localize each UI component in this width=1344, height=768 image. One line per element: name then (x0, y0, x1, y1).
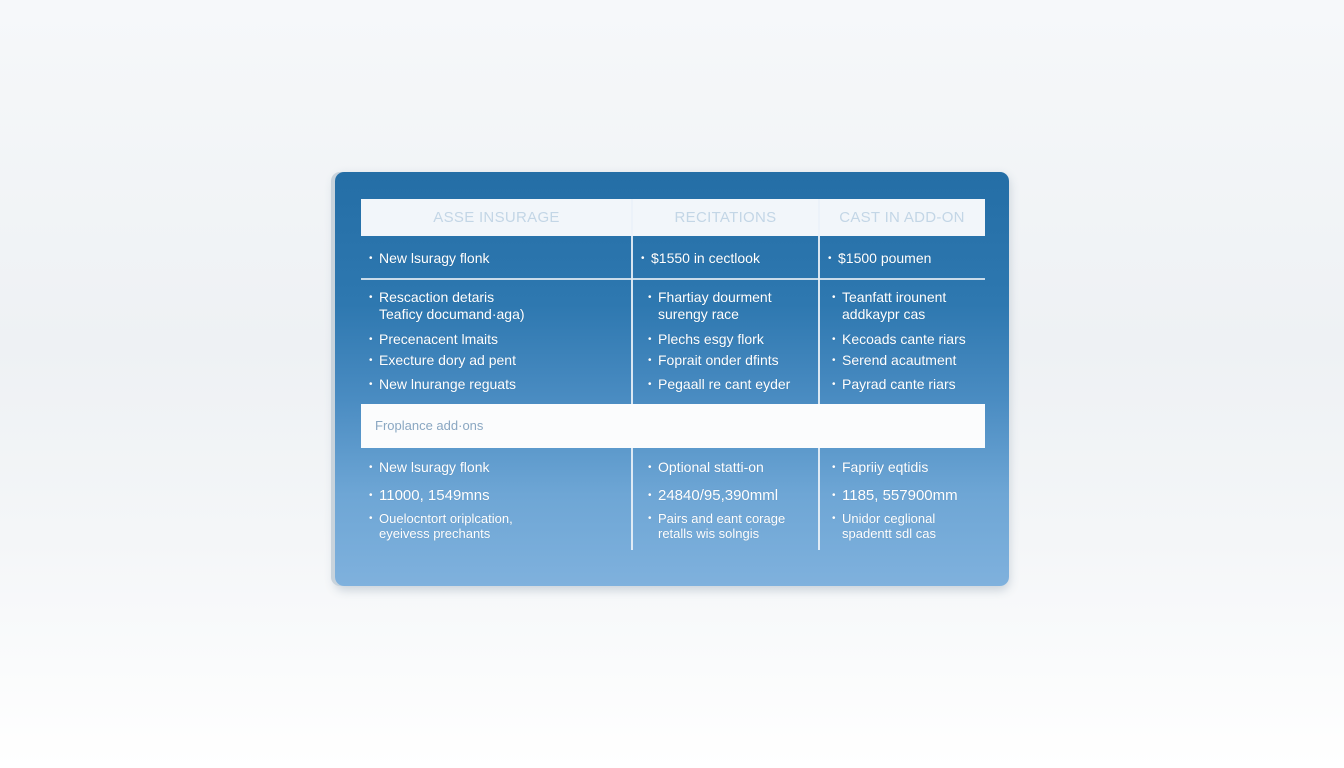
list-item-continuation: spadentt sdl cas (842, 526, 936, 541)
list-item: • Precenacent lmaits (369, 331, 499, 347)
section-band (361, 404, 985, 448)
list-item: • Optional statti-on (648, 459, 764, 475)
list-item: • Teanfatt irounent (832, 289, 947, 305)
cell-text: Ouelocntort oriplcation, (379, 511, 513, 526)
list-item-continuation: eyeivess prechants (379, 526, 491, 541)
cell-text: Foprait onder dfints (658, 352, 779, 368)
cell-text: Unidor ceglional (842, 511, 936, 526)
cell-text: Optional statti-on (658, 459, 764, 475)
row-divider (361, 278, 985, 280)
column-divider (818, 448, 820, 550)
list-item-continuation: surengy race (658, 306, 739, 322)
cell-text: $1550 in cectlook (651, 250, 760, 266)
list-item: • 24840/95,390mml (648, 487, 779, 504)
cell-text: Kecoads cante riars (842, 331, 966, 347)
list-item: • Rescaction detaris (369, 289, 495, 305)
list-item: • Ouelocntort oriplcation, (369, 511, 513, 526)
list-item: • Pegaall re cant eyder (648, 376, 791, 392)
list-item: • New lsuragy flonk (369, 459, 490, 475)
cell-value: 24840/95,390mml (658, 487, 779, 504)
list-item: • 11000, 1549mns (369, 487, 490, 504)
list-item: • $1550 in cectlook (641, 250, 760, 266)
section-label: Froplance add·ons (375, 418, 484, 433)
cell-text: Execture dory ad pent (379, 352, 516, 368)
cell-text: New lsuragy flonk (379, 459, 490, 475)
list-item: • New lsuragy flonk (369, 250, 490, 266)
list-item: • $1500 poumen (828, 250, 932, 266)
list-item: • Foprait onder dfints (648, 352, 779, 368)
list-item: • Payrad cante riars (832, 376, 956, 392)
cell-text: New lnurange reguats (379, 376, 516, 392)
list-item: • Execture dory ad pent (369, 352, 516, 368)
list-item-continuation: addkaypr cas (842, 306, 926, 322)
cell-text: Payrad cante riars (842, 376, 956, 392)
column-header-1: ASSE INSURAGE (433, 209, 560, 226)
list-item: • Unidor ceglional (832, 511, 936, 526)
cell-text: Rescaction detaris (379, 289, 495, 305)
list-item: • Fapriiy eqtidis (832, 459, 929, 475)
list-item: • Kecoads cante riars (832, 331, 966, 347)
cell-text: Serend acautment (842, 352, 957, 368)
list-item: • New lnurange reguats (369, 376, 516, 392)
list-item-continuation: retalls wis solngis (658, 526, 760, 541)
column-divider (631, 448, 633, 550)
cell-text: $1500 poumen (838, 250, 932, 266)
cell-value: 1185, 557900mm (842, 487, 958, 504)
cell-text: Teanfatt irounent (842, 289, 947, 305)
cell-text: New lsuragy flonk (379, 250, 490, 266)
column-header-3: CAST IN ADD-ON (839, 209, 965, 226)
comparison-table (361, 199, 985, 550)
cell-text: Precenacent lmaits (379, 331, 499, 347)
list-item: • 1185, 557900mm (832, 487, 958, 504)
list-item: • Serend acautment (832, 352, 957, 368)
list-item: • Pairs and eant corage (648, 511, 786, 526)
cell-text: Pegaall re cant eyder (658, 376, 791, 392)
list-item: • Fhartiay dourment (648, 289, 772, 305)
cell-text: Pairs and eant corage (658, 511, 786, 526)
column-divider (631, 199, 633, 404)
list-item-continuation: Teaficy documand·aga) (379, 306, 525, 322)
column-divider (818, 199, 820, 404)
table-header-row (361, 199, 985, 236)
comparison-card (335, 172, 1009, 586)
cell-text: Fhartiay dourment (658, 289, 772, 305)
cell-text: Plechs esgy flork (658, 331, 764, 347)
cell-text: Fapriiy eqtidis (842, 459, 929, 475)
list-item: • Plechs esgy flork (648, 331, 764, 347)
column-header-2: RECITATIONS (674, 209, 777, 226)
cell-value: 11000, 1549mns (379, 487, 490, 504)
